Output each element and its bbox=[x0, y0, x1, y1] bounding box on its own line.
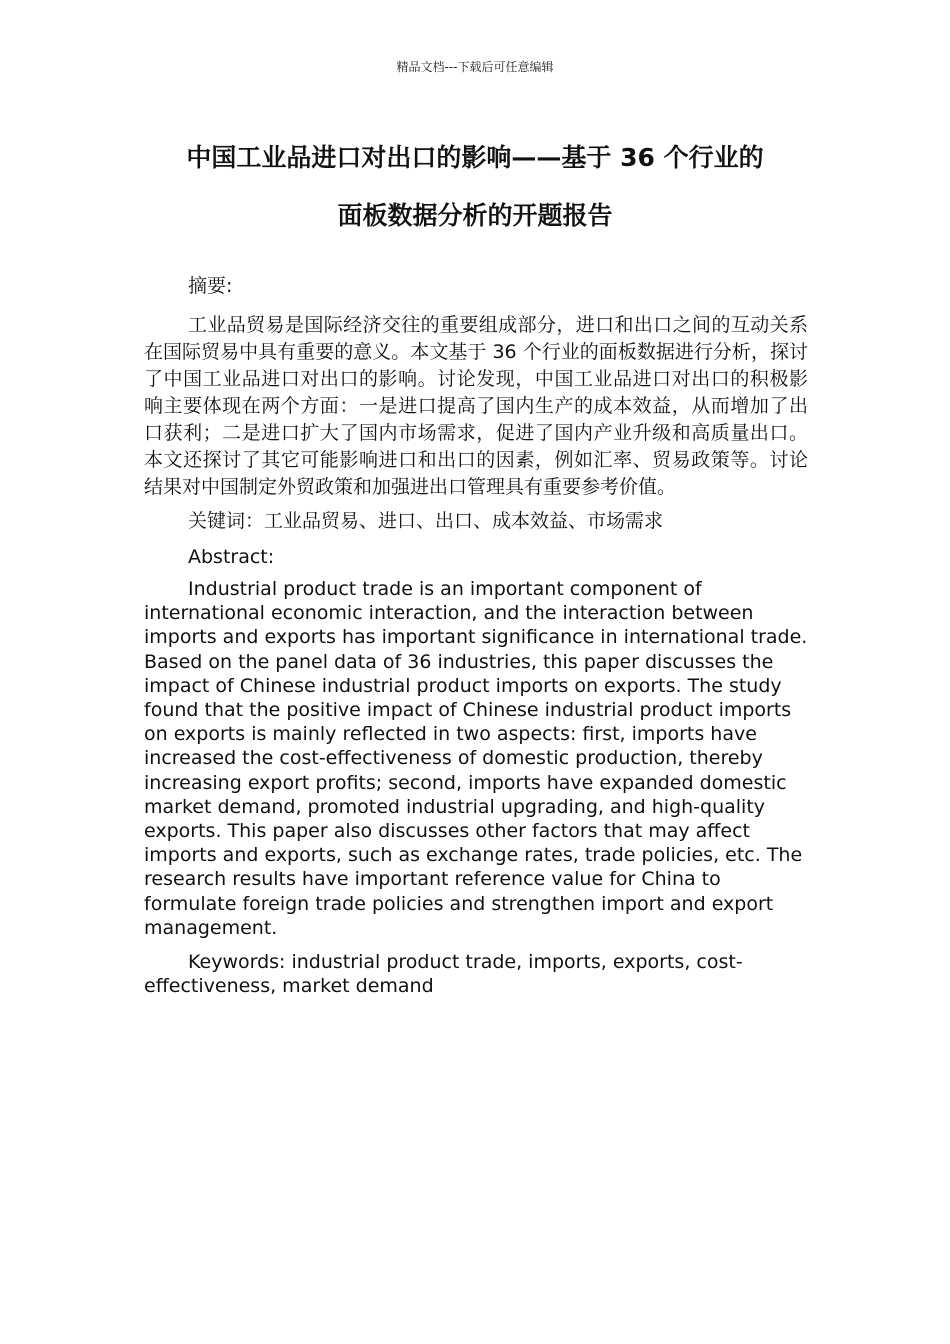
keywords-cn: 关键词：工业品贸易、进口、出口、成本效益、市场需求 bbox=[188, 510, 664, 532]
abstract-cn-body: 工业品贸易是国际经济交往的重要组成部分，进口和出口之间的互动关系在国际贸易中具有重要的意义。本文基于 36 个行业的面板数据进行分析，探讨了中国工业品进口对出口的影响。讨论发现，中国工业品进口对出口的积极影响主要体现在两个方面：一是进口提高了国内生产的成本效益，从而增加了出口获利；二是进口扩大了国内市场需求，促进了国内产业升级和高质量出口。本文还探讨了其它可能影响进口和出口的因素，例如汇率、贸易政策等。讨论结果对中国制定外贸政策和加强进出口管理具有重要参考价值。 bbox=[144, 314, 808, 498]
abstract-en-label: Abstract: bbox=[188, 546, 275, 568]
title-line-1: 中国工业品进口对出口的影响——基于 36 个行业的 bbox=[186, 143, 764, 172]
keywords-en: Keywords: industrial product trade, imports, exports, cost-effectiveness, market demand bbox=[144, 951, 743, 998]
abstract-en-body: Industrial product trade is an important component of international economic interaction, and the interaction between imports and exports has important significance in international trade. Based on the panel data of 36 industries, this paper discusses the impact of Chinese industrial product imports on exports. The study found that the positive impact of Chinese industrial product imports on exports is mainly reflected in two aspects: first, imports have increased the cost-effectiveness of domestic production, thereby increasing export profits; second, imports have expanded domestic market demand, promoted industrial upgrading, and high-quality exports. This paper also discusses other factors that may affect imports and exports, such as exchange rates, trade policies, etc. The research results have important reference value for China to formulate foreign trade policies and strengthen import and export management. bbox=[144, 578, 808, 939]
title-line-2: 面板数据分析的开题报告 bbox=[337, 201, 613, 230]
abstract-cn-label: 摘要: bbox=[188, 275, 233, 297]
document-body bbox=[144, 272, 808, 1008]
header-note: 精品文档---下载后可任意编辑 bbox=[396, 60, 554, 74]
